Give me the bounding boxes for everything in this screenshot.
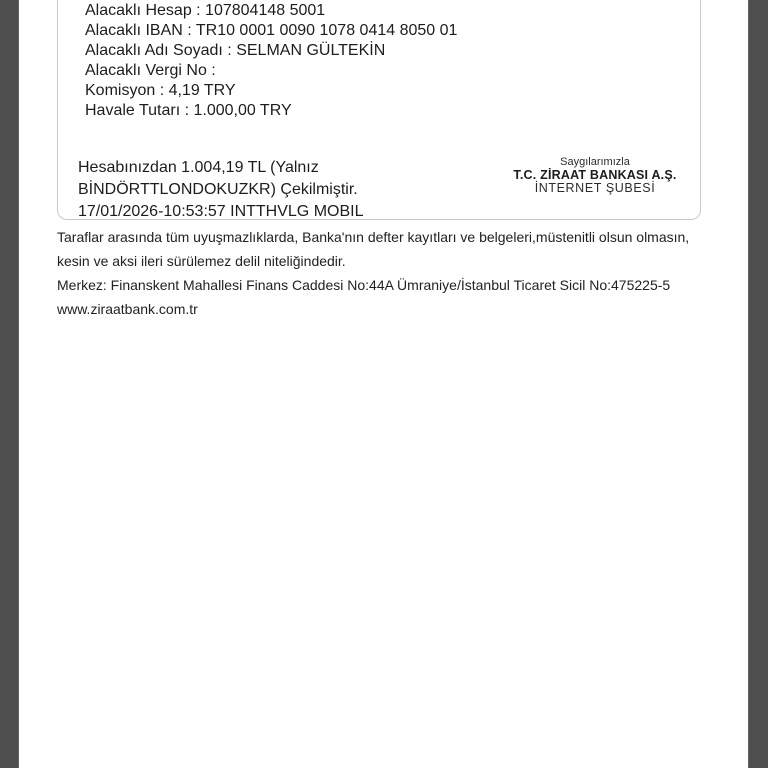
confirmation-line-1: Hesabınızdan 1.004,19 TL (Yalnız <box>78 159 319 176</box>
field-creditor-name: Alacaklı Adı Soyadı : SELMAN GÜLTEKİN <box>85 42 386 59</box>
field-creditor-account: Alacaklı Hesap : 107804148 5001 <box>85 2 326 19</box>
field-transfer-amount: Havale Tutarı : 1.000,00 TRY <box>85 102 292 119</box>
debit-confirmation-text <box>78 157 363 223</box>
bank-website: www.ziraatbank.com.tr <box>57 301 198 317</box>
signature-branch: İNTERNET ŞUBESİ <box>534 181 656 195</box>
bank-address: Merkez: Finanskent Mahallesi Finans Caddesi No:44A Ümraniye/İstanbul Ticaret Sicil No:475225-5 <box>57 277 671 293</box>
disclaimer-line-1: Taraflar arasında tüm uyuşmazlıklarda, Banka'nın defter kayıtları ve belgeleri,müstenitli olsun olmasın, <box>57 229 690 245</box>
field-creditor-iban: Alacaklı IBAN : TR10 0001 0090 1078 0414 8050 01 <box>85 22 458 39</box>
receipt-field-list <box>85 1 457 121</box>
viewer-edge-left <box>0 0 19 768</box>
signature-closing: Saygılarımızla <box>560 156 630 168</box>
bank-signature-block <box>495 156 695 195</box>
disclaimer-line-2: kesin ve aksi ileri sürülemez delil niteliğindedir. <box>57 253 346 269</box>
viewer-edge-right <box>748 0 768 768</box>
receipt-footer <box>57 229 689 325</box>
field-commission: Komisyon : 4,19 TRY <box>85 82 236 99</box>
confirmation-line-2: BİNDÖRTTLONDOKUZKR) Çekilmiştir. <box>78 181 358 198</box>
signature-bank-name: T.C. ZİRAAT BANKASI A.Ş. <box>513 168 677 182</box>
field-creditor-tax-no: Alacaklı Vergi No : <box>85 62 216 79</box>
confirmation-line-3: 17/01/2026-10:53:57 INTTHVLG MOBIL <box>78 203 364 220</box>
